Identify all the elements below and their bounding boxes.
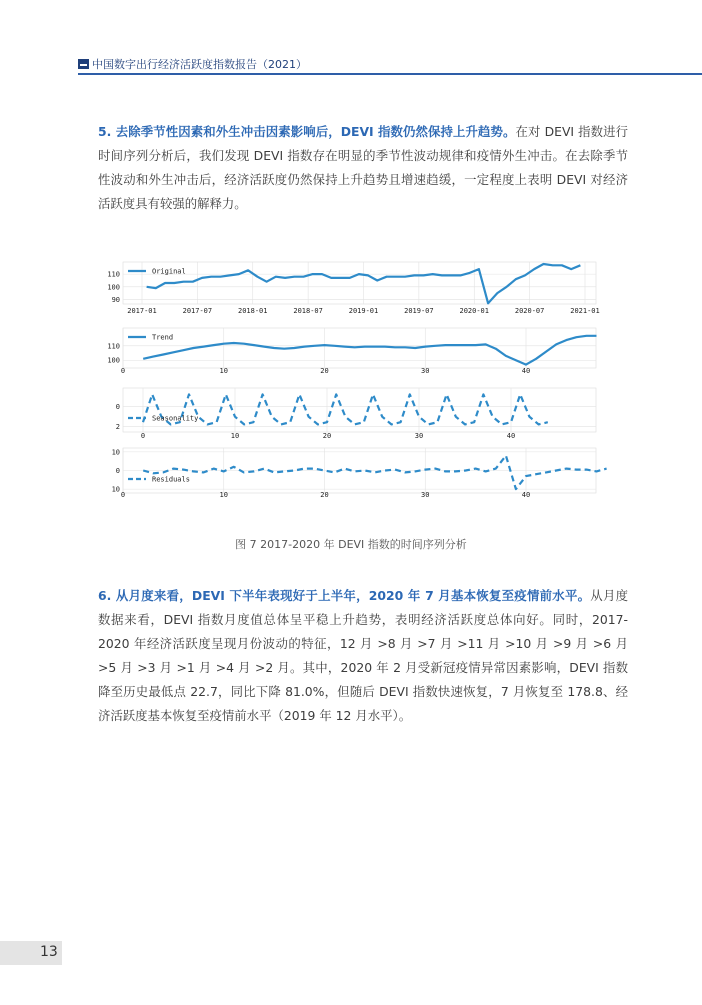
x-tick-label: 10	[219, 367, 228, 375]
panel-frame	[123, 262, 596, 304]
report-logo-icon	[78, 59, 89, 69]
x-tick-label: 0	[120, 367, 126, 375]
x-tick-label: 20	[322, 432, 332, 440]
y-tick-label: 10	[111, 448, 120, 457]
series-line-original	[147, 264, 581, 303]
x-tick-label: 0	[140, 432, 146, 440]
legend-label: Seasonality	[152, 414, 199, 423]
y-tick-label: 110	[107, 342, 120, 351]
x-tick-label: 2020-07	[514, 307, 545, 315]
x-tick-label: 2021-01	[570, 307, 600, 315]
section-6-body: 从月度数据来看，DEVI 指数月度值总体呈平稳上升趋势，表明经济活跃度总体向好。同时，2017-2020 年经济活跃度呈现月份波动的特征，12 月 >8 月 >7 月 >11 月 >10 月 >9 月 >6 月 >5 月 >3 月 >1 月 >4 月 >2 月。其中，2020 年 2 月受新冠疫情异常因素影响，DEVI 指数降至历史最低点 22.7，同比下降 81.0%，但随后 DEVI 指数快速恢复，7 月恢复至 178.8、经济活跃度基本恢复至疫情前水平（2019 年 12 月水平）。	[98, 588, 629, 723]
panel-frame	[123, 328, 596, 368]
x-tick-label: 0	[120, 491, 126, 499]
x-tick-label: 30	[414, 432, 424, 440]
section-6-paragraph	[98, 584, 628, 728]
figure-caption: 图 7 2017-2020 年 DEVI 指数的时间序列分析	[235, 538, 467, 551]
legend-label: Trend	[152, 333, 174, 342]
page-number-tab	[0, 941, 62, 965]
section-5-paragraph	[98, 120, 628, 216]
section-5-body: 在对 DEVI 指数进行时间序列分析后，我们发现 DEVI 指数存在明显的季节性波动规律和疫情外生冲击。在去除季节性波动和外生冲击后，经济活跃度仍然保持上升趋势且增速趋缓，一定程度上表明 DEVI 对经济活跃度具有较强的解释力。	[98, 124, 628, 211]
x-tick-label: 2019-01	[348, 307, 379, 315]
x-tick-label: 40	[521, 367, 531, 375]
x-tick-label: 40	[506, 432, 516, 440]
page-header	[78, 55, 702, 73]
x-tick-label: 30	[421, 367, 430, 375]
x-tick-label: 2017-07	[182, 307, 213, 315]
section-5-heading: 5. 去除季节性因素和外生冲击因素影响后，DEVI 指数仍然保持上升趋势。	[98, 124, 516, 139]
header-rule	[78, 73, 702, 75]
y-tick-label: 10	[111, 485, 120, 494]
y-tick-label: 100	[107, 283, 120, 292]
x-tick-label: 20	[320, 367, 329, 375]
x-tick-label: 20	[320, 491, 329, 499]
x-tick-label: 40	[521, 491, 531, 499]
x-tick-label: 10	[219, 491, 228, 499]
page-number: 13	[40, 944, 58, 960]
legend-label: Residuals	[152, 475, 190, 484]
y-tick-label: 0	[115, 403, 120, 412]
y-tick-label: 90	[111, 295, 120, 304]
x-tick-label: 2018-01	[237, 307, 268, 315]
section-6-heading: 6. 从月度来看，DEVI 下半年表现好于上半年，2020 年 7 月基本恢复至疫情前水平。	[98, 588, 591, 603]
x-tick-label: 2017-01	[127, 307, 157, 315]
x-tick-label: 10	[230, 432, 240, 440]
x-tick-label: 2019-07	[404, 307, 434, 315]
x-tick-label: 2018-07	[293, 307, 323, 315]
y-tick-label: 2	[115, 423, 120, 432]
series-line-residuals	[143, 456, 606, 490]
y-tick-label: 100	[107, 356, 120, 365]
panel-frame	[123, 448, 596, 493]
series-line-seasonality	[143, 394, 548, 424]
report-title: 中国数字出行经济活跃度指数报告（2021）	[92, 58, 307, 71]
y-tick-label: 0	[115, 467, 120, 475]
y-tick-label: 110	[107, 270, 120, 279]
series-line-trend	[143, 333, 596, 365]
legend-label: Original	[152, 267, 186, 276]
x-tick-label: 30	[421, 491, 430, 499]
panel-frame	[123, 388, 596, 432]
x-tick-label: 2020-01	[459, 307, 490, 315]
